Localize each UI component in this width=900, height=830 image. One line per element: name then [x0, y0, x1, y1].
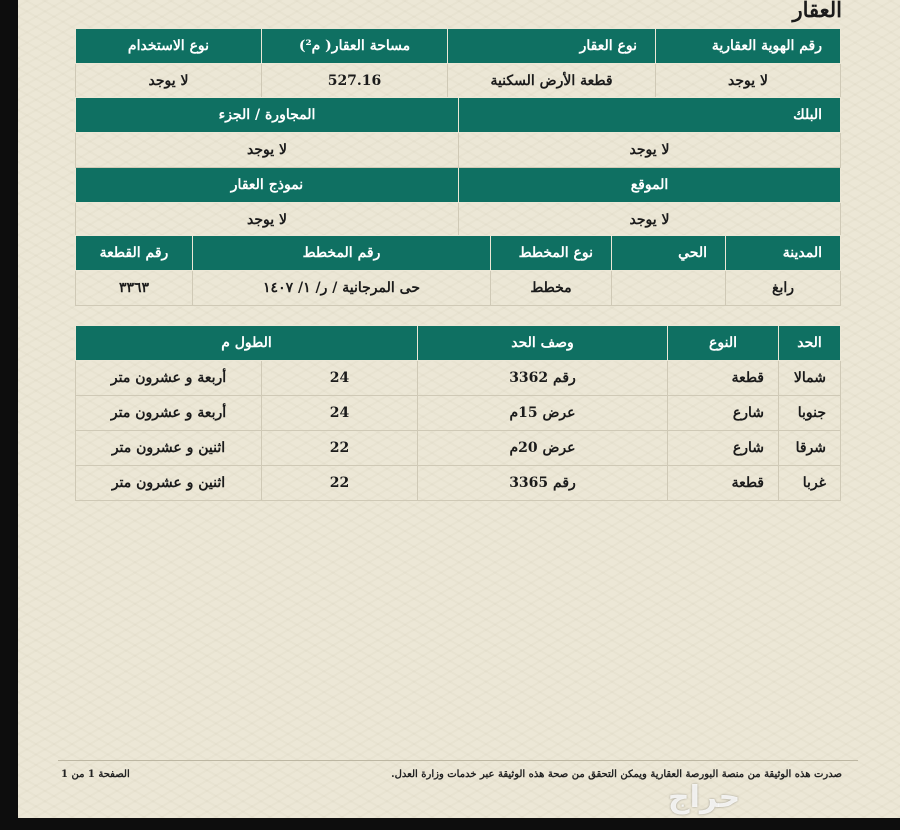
- header-neighbourhood-part: المجاورة / الجزء: [76, 98, 459, 133]
- cell-description: عرض 20م: [418, 431, 668, 466]
- cell-length: 22: [262, 466, 418, 501]
- property-table: [75, 28, 841, 99]
- cell-length-words: أربعة و عشرون متر: [76, 396, 262, 431]
- value-district: [612, 271, 726, 306]
- header-property-id: رقم الهوية العقارية: [656, 29, 841, 64]
- header-plan-type: نوع المخطط: [491, 236, 612, 271]
- cell-length: 22: [262, 431, 418, 466]
- header-usage-type: نوع الاستخدام: [76, 29, 262, 64]
- cell-side: جنوبا: [779, 396, 841, 431]
- header-plot-number: رقم القطعة: [76, 236, 193, 271]
- cell-length-words: أربعة و عشرون متر: [76, 361, 262, 396]
- cell-length: 24: [262, 396, 418, 431]
- table-row: [76, 64, 841, 99]
- header-property-model: نموذج العقار: [76, 168, 459, 203]
- table-header-row: [76, 326, 841, 361]
- header-side: الحد: [779, 326, 841, 361]
- cell-description: رقم 3365: [418, 466, 668, 501]
- cell-side: غربا: [779, 466, 841, 501]
- table-header-row: [76, 29, 841, 64]
- table-row: [76, 133, 841, 168]
- page-number: الصفحة 1 من 1: [61, 769, 130, 780]
- section-title: العقار: [792, 0, 842, 22]
- location-table: [75, 235, 841, 306]
- header-description: وصف الحد: [418, 326, 668, 361]
- cell-length: 24: [262, 361, 418, 396]
- block-table: [75, 97, 841, 238]
- header-location: الموقع: [459, 168, 841, 203]
- table-row: [76, 396, 841, 431]
- table-row: [76, 203, 841, 238]
- table-header-row: [76, 168, 841, 203]
- value-property-model: لا يوجد: [76, 203, 459, 238]
- header-district: الحي: [612, 236, 726, 271]
- footer-divider: [58, 760, 858, 761]
- header-city: المدينة: [726, 236, 841, 271]
- document-page: [18, 0, 900, 818]
- footer-note: صدرت هذه الوثيقة من منصة البورصة العقارية ويمكن التحقق من صحة هذه الوثيقة عبر خدمات وزارة العدل.: [391, 769, 842, 780]
- table-row: [76, 466, 841, 501]
- cell-side: شرقا: [779, 431, 841, 466]
- watermark-logo: حراج: [668, 780, 741, 815]
- cell-length-words: اثنين و عشرون متر: [76, 431, 262, 466]
- cell-type: شارع: [668, 431, 779, 466]
- table-header-row: [76, 98, 841, 133]
- value-property-id: لا يوجد: [656, 64, 841, 99]
- cell-length-words: اثنين و عشرون متر: [76, 466, 262, 501]
- value-property-area: 527.16: [262, 64, 448, 99]
- value-location: لا يوجد: [459, 203, 841, 238]
- cell-description: رقم 3362: [418, 361, 668, 396]
- table-row: [76, 431, 841, 466]
- header-block: البلك: [459, 98, 841, 133]
- value-neighbourhood-part: لا يوجد: [76, 133, 459, 168]
- cell-type: قطعة: [668, 466, 779, 501]
- header-plan-number: رقم المخطط: [193, 236, 491, 271]
- value-plot-number: ٣٣٦٣: [76, 271, 193, 306]
- value-usage-type: لا يوجد: [76, 64, 262, 99]
- table-row: [76, 361, 841, 396]
- value-property-type: قطعة الأرض السكنية: [448, 64, 656, 99]
- cell-description: عرض 15م: [418, 396, 668, 431]
- header-property-area: مساحة العقار( م²): [262, 29, 448, 64]
- cell-type: شارع: [668, 396, 779, 431]
- header-length: الطول م: [76, 326, 418, 361]
- header-property-type: نوع العقار: [448, 29, 656, 64]
- value-plan-number: حى المرجانية / ر/ ١/ ١٤٠٧: [193, 271, 491, 306]
- cell-side: شمالا: [779, 361, 841, 396]
- table-header-row: [76, 236, 841, 271]
- header-type: النوع: [668, 326, 779, 361]
- boundaries-table: [75, 325, 841, 501]
- cell-type: قطعة: [668, 361, 779, 396]
- value-city: رابغ: [726, 271, 841, 306]
- table-row: [76, 271, 841, 306]
- value-block: لا يوجد: [459, 133, 841, 168]
- value-plan-type: مخطط: [491, 271, 612, 306]
